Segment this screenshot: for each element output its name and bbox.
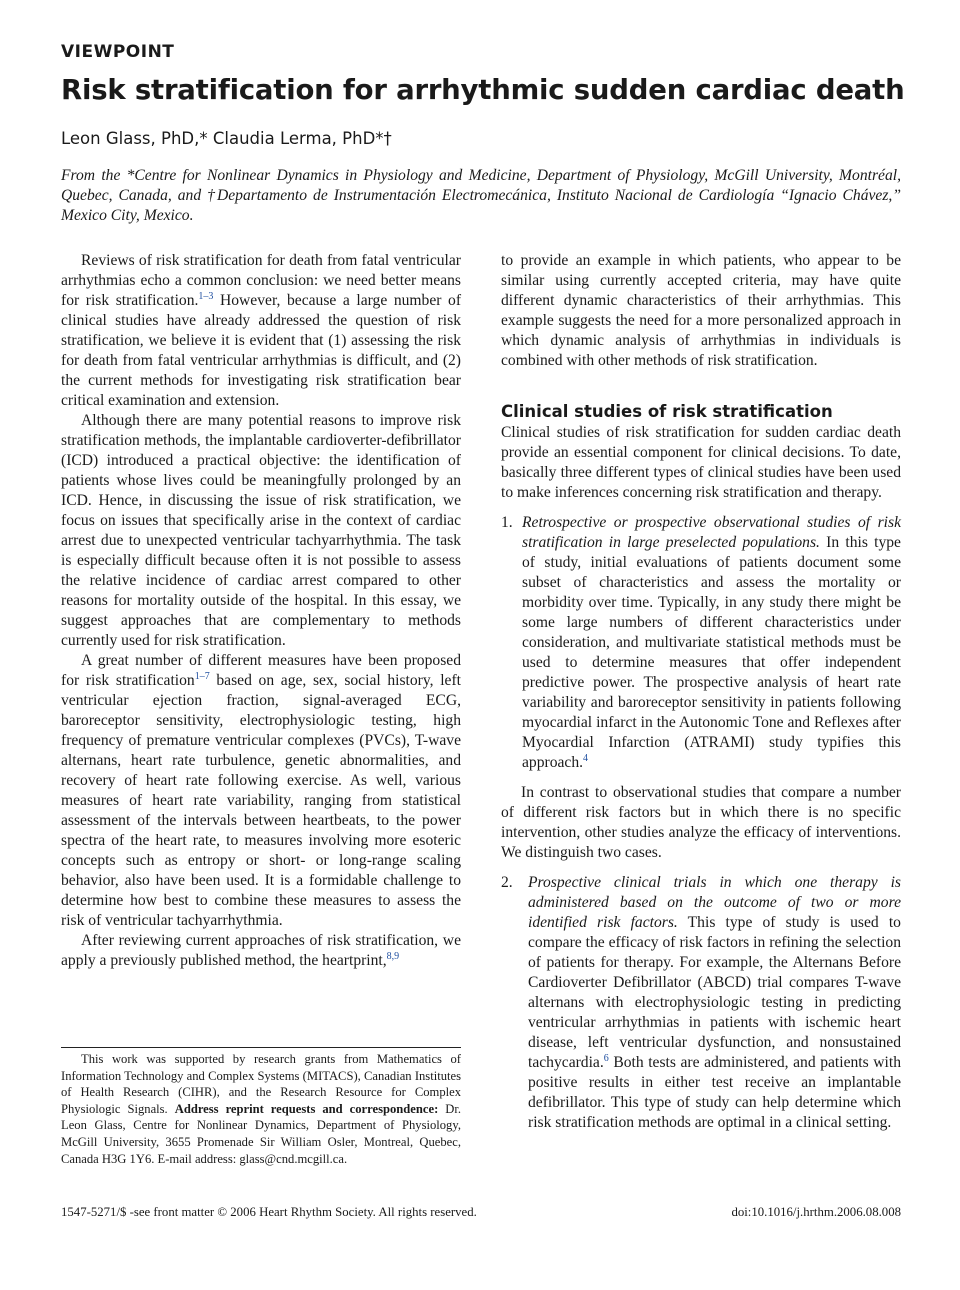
reference-link[interactable]: 4: [583, 753, 589, 764]
list-item-text: In this type of study, initial evaluations of patients document some subset of characteristics and assess the mortality or morbidity over time. Typically, in any study there might be some large numbers of different characteristics under consideration, and multivariate statistical methods must be used to determine measures that offer independent predictive power. The prospective analysis of heart rate variability and baroreceptor sensitivity in patients following myocardial infarct in the Autonomic Tone and Reflexes after Myocardial Infarction (ATRAMI) study typifies this approach.: [522, 534, 901, 771]
paragraph-text: based on age, sex, social history, left ventricular ejection fraction, signal-averaged ECG, baroreceptor sensitivity, electrophysiologic testing, high frequency of premature ventricular complexes (PVCs), T-wave alternans, heart rate turbulence, genetic abnormalities, and recovery of heart rate following exercise. As well, various measures of heart rate variability, ranging from statistical assessment of the intervals between heartbeats, to the power spectra of the heart rate, to measures involving more esoteric concepts such as entropy or short- or long-range scaling behavior, also have been used. It is a formidable challenge to determine how best to combine these measures to assess the risk of ventricular tachyarrhythmia.: [61, 672, 461, 929]
article-type-label: VIEWPOINT: [61, 42, 175, 62]
paragraph-text: However, because a large number of clinical studies have already addressed the question of risk stratification, we believe it is evident that (1) assessing the risk for death from fatal ventricular arrhythmias is difficult, and (2) the current methods for investigating risk stratification bear critical examination and extension.: [61, 292, 462, 409]
list-item-body: [522, 513, 901, 773]
section-heading: Clinical studies of risk stratification: [501, 402, 833, 421]
list-item-text: This type of study is used to compare the efficacy of risk factors in refining the selection of patients for therapy. For example, the Alternans Before Cardioverter Defibrillator (ABCD) trial compares T-wave alternans with electrophysiologic testing in predicting ventricular arrhythmias in patients with ischemic heart disease, left ventricular dysfunction, and nonsustained tachycardia.: [528, 914, 901, 1071]
reference-link[interactable]: 1–7: [194, 671, 210, 682]
reference-link[interactable]: 6: [603, 1053, 609, 1064]
reference-link[interactable]: 1–3: [198, 291, 214, 302]
article-title: Risk stratification for arrhythmic sudden cardiac death: [61, 74, 905, 106]
list-item-title: Retrospective or prospective observational studies of risk stratification in large preselected populations.: [522, 514, 901, 551]
footnote-correspondence-label: Address reprint requests and correspondence:: [174, 1101, 439, 1116]
paragraph-text: After reviewing current approaches of risk stratification, we apply a previously published method, the heartprint,: [61, 932, 461, 969]
body-paragraph: to provide an example in which patients, who appear to be similar using currently accepted criteria, may have quite different dynamic characteristics of their arrhythmias. This example suggests the need for a more personalized approach in which dynamic analysis of arrhythmias in individuals is combined with other methods of risk stratification.: [501, 252, 901, 369]
body-paragraph: In contrast to observational studies that compare a number of different risk factors but in which there is no specific intervention, other studies analyze the efficacy of interventions. We distinguish two cases.: [501, 784, 901, 861]
body-paragraph: [61, 931, 461, 971]
body-paragraph: [61, 251, 461, 411]
footnote-text: [61, 1051, 461, 1167]
footnote-funding-text: This work was supported by research grants from Mathematics of Information Technology and Complex Systems (MITACS), Canadian Institutes of Health Research (CIHR), and the Research Resource for Complex Physiologic Signals.: [61, 1052, 461, 1116]
footnote-divider: [61, 1047, 461, 1048]
list-item-text: Both tests are administered, and patients with positive results in either test receive an implantable defibrillator. This type of study can help determine which risk stratification methods are optimal in a clinical setting.: [528, 1054, 901, 1131]
list-number: 2.: [501, 874, 513, 891]
paragraph-text: Reviews of risk stratification for death from fatal ventricular arrhythmias echo a common conclusion: we need better means for risk stratification.: [61, 252, 461, 309]
author-list: Leon Glass, PhD,* Claudia Lerma, PhD*†: [61, 129, 392, 148]
reference-link[interactable]: 8,9: [386, 951, 400, 962]
body-paragraph: Clinical studies of risk stratification for sudden cardiac death provide an essential component for clinical decisions. To date, basically three different types of clinical studies have been used to make inferences concerning risk stratification and therapy.: [501, 424, 901, 501]
list-number: 1.: [501, 514, 513, 531]
body-paragraph: [61, 651, 461, 931]
numbered-list-item: [501, 873, 901, 1133]
left-column: [61, 251, 461, 971]
funding-footnote: [61, 1051, 461, 1167]
footnote-address-text: Dr. Leon Glass, Centre for Nonlinear Dynamics, Department of Physiology, McGill University, 3655 Promenade Sir William Osler, Montreal, Quebec, Canada H3G 1Y6. E-mail address: glass@cnd.mcgill.ca.: [61, 1101, 462, 1166]
doi-link[interactable]: doi:10.1016/j.hrthm.2006.08.008: [731, 1205, 901, 1219]
list-item-title: Prospective clinical trials in which one therapy is administered based on the outcome of two or more identified risk factors.: [528, 874, 901, 931]
right-column: [501, 251, 901, 1133]
paragraph-text: A great number of different measures have been proposed for risk stratification: [61, 652, 461, 689]
numbered-list-item: [501, 513, 901, 773]
copyright-line: 1547-5271/$ -see front matter © 2006 Heart Rhythm Society. All rights reserved.: [61, 1205, 477, 1219]
body-paragraph: Although there are many potential reasons to improve risk stratification methods, the implantable cardioverter-defibrillator (ICD) introduced a practical objective: the identification of patients whose lives could be meaningfully prolonged by an ICD. Hence, in discussing the issue of risk stratification, we focus on issues that specifically arise in the context of cardiac arrest due to unexpected ventricular tachyarrhythmia. The task is especially difficult because often it is not possible to assess the relative incidence of cardiac arrest compared to other reasons for mortality outside of the hospital. In this essay, we suggest approaches that are complementary to methods currently used for risk stratification.: [61, 412, 461, 649]
list-item-body: [528, 873, 901, 1133]
author-affiliations: From the *Centre for Nonlinear Dynamics in Physiology and Medicine, Department of Physiology, McGill University, Montréal, Quebec, Canada, and †Departamento de Instrumentación Electromecánica, Instituto Nacional de Cardiología “Ignacio Chávez,” Mexico City, Mexico.: [61, 167, 901, 224]
